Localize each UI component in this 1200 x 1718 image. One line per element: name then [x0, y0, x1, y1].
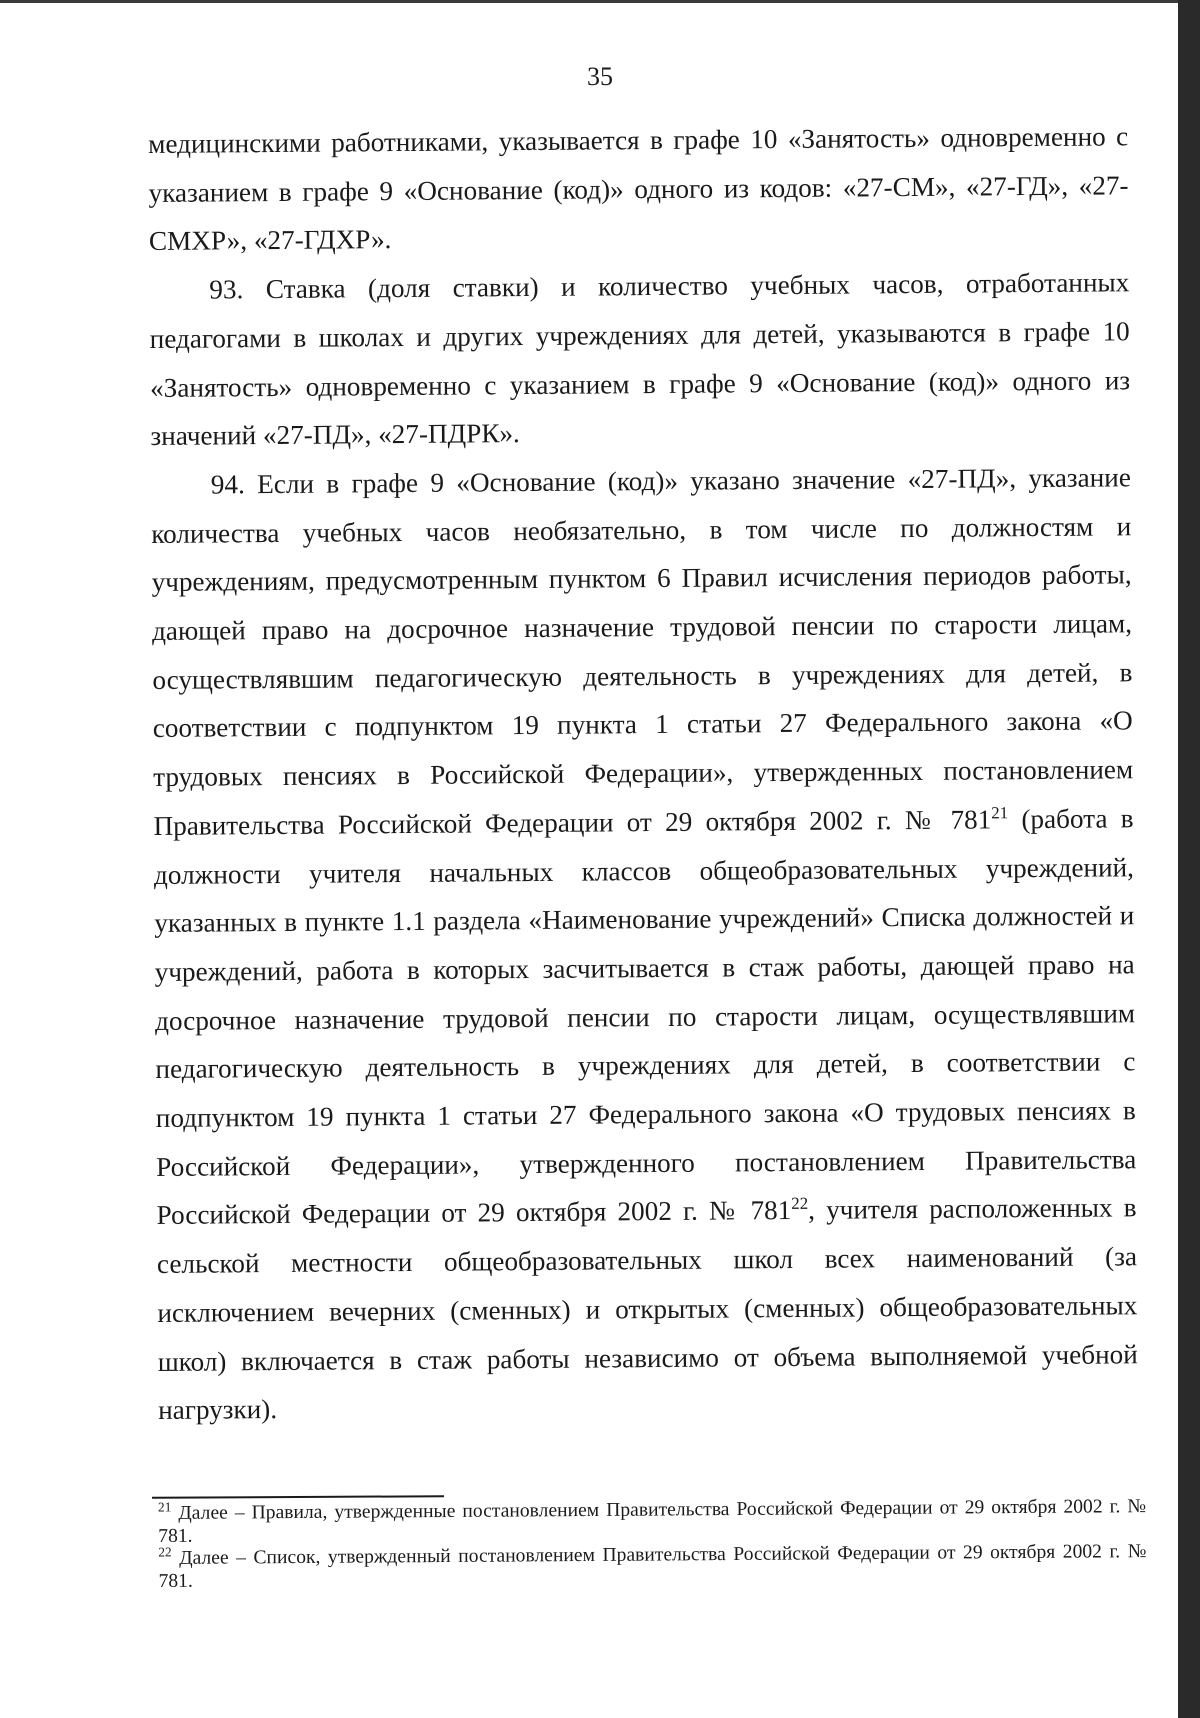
paragraph-94-text-2: (работа в должности учителя начальных классов общеобразовательных учреждений, указанных в пункте 1.1 раздела «Наименование учреждений» Списка должностей и учреждений, работа в которых засчитывается в стаж работы, дающей право на досрочное назначение трудовой пенсии по старости лицам, осуществлявшим педагогическую деятельность в учреждениях для детей, в соответствии с подпунктом 19 пункта 1 статьи 27 Федерального закона «О трудовых пенсиях в Российской Федерации», утвержденного постановлением Правительства Российской Федерации от 29 октября 2002 г. № 781: [153, 803, 1137, 1231]
body-text: [148, 112, 1138, 1435]
footnotes: [158, 1496, 1147, 1593]
page-number: 35: [587, 62, 613, 91]
footnote-ref-21: 21: [991, 803, 1009, 823]
footnote-21: [158, 1496, 1146, 1548]
paragraph-94-text-3: , учителя расположенных в сельской местности общеобразовательных школ всех наименований (за исключением вечерних (сменных) и открытых (сменных) общеобразовательных школ) включается в стаж работы независимо от объема выполняемой учебной нагрузки).: [156, 1192, 1138, 1426]
paragraph-93: 93. Ставка (доля ставки) и количество учебных часов, отработанных педагогами в школах и других учреждениях для детей, указываются в графе 10 «Занятость» одновременно с указанием в графе 9 «Основание (код)» одного из значений «27-ПД», «27-ПДРК».: [149, 267, 1131, 452]
footnote-text: Далее – Правила, утвержденные постановлением Правительства Российской Федерации от 29 октября 2002 г. № 781.: [158, 1496, 1147, 1547]
footnote-22: [158, 1541, 1146, 1593]
paragraph-continuation: медицинскими работниками, указывается в графе 10 «Занятость» одновременно с указанием в графе 9 «Основание (код)» одного из кодов: «27-СМ», «27-ГД», «27-СМХР», «27-ГДХР».: [148, 121, 1129, 257]
scan-border-right: [1178, 0, 1200, 1718]
footnote-separator: [152, 1495, 444, 1499]
footnote-number: 22: [158, 1544, 172, 1560]
paragraph-94-text-1: 94. Если в графе 9 «Основание (код)» указано значение «27-ПД», указание количества учебных часов необязательно, в том числе по должностям и учреждениям, предусмотренным пунктом 6 Правил исчисления периодов работы, дающей право на досрочное назначение трудовой пенсии по старости лицам, осуществлявшим педагогическую деятельность в учреждениях для детей, в соответствии с подпунктом 19 пункта 1 статьи 27 Федерального закона «О трудовых пенсиях в Российской Федерации», утвержденных постановлением Правительства Российской Федерации от 29 октября 2002 г. № 781: [151, 462, 1134, 841]
footnote-ref-22: 22: [791, 1194, 809, 1214]
footnote-text: Далее – Список, утвержденный постановлением Правительства Российской Федерации от 29 октября 2002 г. № 781.: [158, 1541, 1147, 1592]
scan-border-top: [0, 0, 1200, 3]
footnote-number: 21: [157, 1499, 172, 1515]
paragraph-94: [151, 453, 1139, 1435]
